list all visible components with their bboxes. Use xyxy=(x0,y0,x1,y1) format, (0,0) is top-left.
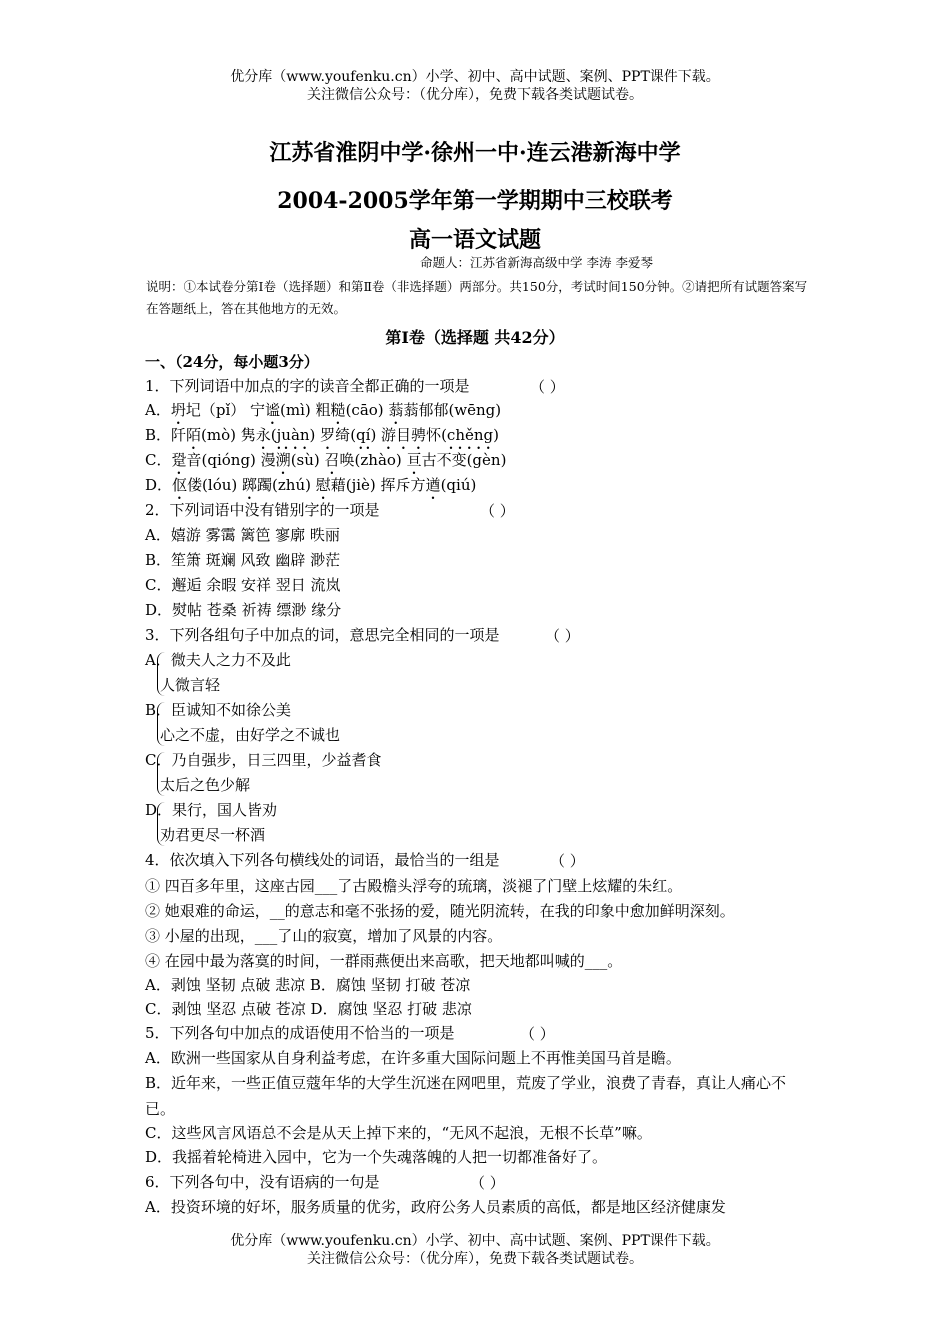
q1-option-d xyxy=(145,475,476,503)
q1-c-dot: 溯 xyxy=(275,451,291,469)
q3-option-d-2: 劝君更尽一杯酒 xyxy=(160,826,266,844)
q1-b-dot: (chěng) xyxy=(441,426,499,444)
q1-b-text: (mò) 隽 xyxy=(201,426,256,444)
q1-c-dot: 跫 xyxy=(171,451,187,469)
q1-option-c xyxy=(145,450,506,478)
q1-option-a xyxy=(145,400,501,428)
q5-option-d: D．我摇着轮椅进入园中，它为一个失魂落魄的人把一切都准备好了。 xyxy=(145,1148,608,1166)
footer-line-1: 优分库（www.youfenku.cn）小学、初中、高中试题、案例、PPT课件下载。 xyxy=(230,1233,720,1249)
footer-line-2: 关注微信公众号：（优分库），免费下载各类试题试卷。 xyxy=(307,1251,643,1267)
q4-stem: 4．依次填入下列各句横线处的词语，最恰当的一组是 xyxy=(145,851,500,869)
part-one-heading: 一、（24分，每小题3分） xyxy=(145,353,319,371)
schools-title: 江苏省淮阴中学·徐州一中·连云港新海中学 xyxy=(269,140,681,166)
q6-answer-paren: （ ） xyxy=(470,1174,505,1192)
q1-a-text: (cāo) xyxy=(345,401,389,419)
q1-b-dot: 陌 xyxy=(186,426,202,444)
q1-d-dot: 慰 xyxy=(315,476,331,494)
q1-a-dot: 坍 xyxy=(170,401,186,419)
q1-a-dot: 谧 xyxy=(265,401,281,419)
page-footer xyxy=(0,1232,950,1268)
q1-d-text: (qiú) xyxy=(440,476,477,494)
q1-b-dot: (qí) 游目骋 xyxy=(350,426,427,444)
q1-c-dot: 召 xyxy=(324,451,340,469)
q5-stem: 5．下列各句中加点的成语使用不恰当的一项是 xyxy=(145,1024,455,1042)
q2-answer-paren: （ ） xyxy=(480,502,515,520)
q4-answer-paren: （ ） xyxy=(550,852,585,870)
q3-option-c-2: 太后之色少解 xyxy=(160,776,251,794)
q5-option-a: A．欧洲一些国家从自身利益考虑，在许多重大国际问题上不再惟美国马首是瞻。 xyxy=(145,1049,681,1067)
q1-b-text: 绮 xyxy=(335,426,351,444)
author-line: 命题人：江苏省新海高级中学 李涛 李爱琴 xyxy=(420,255,653,270)
subject-title: 高一语文试题 xyxy=(408,227,541,253)
q4-options-ab: A．剥蚀 坚韧 点破 悲凉 B．腐蚀 坚韧 打破 苍凉 xyxy=(145,976,471,994)
q4-sentence-4: ④ 在园中最为落寞的时间，一群雨燕便出来高歌，把天地都叫喊的___。 xyxy=(145,952,623,970)
q5-answer-paren: （ ） xyxy=(520,1025,555,1043)
q1-a-dot: 糙 xyxy=(330,401,346,419)
q2-stem: 2．下列词语中没有错别字的一项是 xyxy=(145,501,380,519)
q1-c-text: 音(qióng) 漫 xyxy=(186,451,276,469)
q3-answer-paren: （ ） xyxy=(545,627,580,645)
q6-stem: 6．下列各句中，没有语病的一句是 xyxy=(145,1173,380,1191)
q1-c-dot: 亘 xyxy=(406,451,422,469)
q3-stem: 3．下列各组句子中加点的词，意思完全相同的一项是 xyxy=(145,626,500,644)
q1-b-dot: 永(juàn) 罗 xyxy=(255,426,336,444)
q3-option-a-1: A．微夫人之力不及此 xyxy=(145,651,291,669)
q5-option-b: B．近年来，一些正值豆蔻年华的大学生沉迷在网吧里，荒废了学业，浪费了青春，真让人痛心不已。 xyxy=(145,1074,787,1118)
q4-sentence-2: ② 她艰难的命运，__的意志和毫不张扬的爱，随光阴流转，在我的印象中愈加鲜明深刻。 xyxy=(145,902,735,920)
q1-c-text: 唤(zhào) xyxy=(339,451,407,469)
q1-c-text: 古不变(gèn) xyxy=(421,451,507,469)
q1-option-b xyxy=(145,425,499,453)
header-line-2: 关注微信公众号：（优分库），免费下载各类试题试卷。 xyxy=(307,87,643,103)
q1-a-text: A． xyxy=(145,401,171,419)
q1-a-text: 圮（pǐ） 宁 xyxy=(185,401,266,419)
q3-option-b-1: B．臣诚知不如徐公美 xyxy=(145,701,292,719)
q1-b-text: B．阡 xyxy=(145,426,187,444)
q1-stem xyxy=(145,376,470,396)
q4-sentence-3: ③ 小屋的出现，___了山的寂寞，增加了风景的内容。 xyxy=(145,927,503,945)
q5-option-c: C．这些风言风语总不会是从天上掉下来的，“无风不起浪，无根不长草”嘛。 xyxy=(145,1124,652,1142)
q3-option-b-2: 心之不虚，由好学之不诚也 xyxy=(160,726,341,744)
section-title: 第Ⅰ卷（选择题 共42分） xyxy=(385,328,565,347)
q1-d-text: 躅(zhú) xyxy=(257,476,316,494)
q1-answer-paren: （ ） xyxy=(530,378,565,396)
q1-stem-text: 1．下列词语中加点的字的读音全都正确的一项是 xyxy=(145,377,470,395)
q2-option-a: A．嬉游 雾霭 篱笆 寥廓 昳丽 xyxy=(145,526,340,544)
q1-a-dot: 蓊 xyxy=(388,401,404,419)
q2-option-d: D．熨帖 苍桑 祈祷 缥渺 缘分 xyxy=(145,601,342,619)
q3-option-c-1: C．乃自强步，日三四里，少益耆食 xyxy=(145,751,382,769)
q1-d-text: 偻(lóu) xyxy=(187,476,243,494)
q1-b-text: 怀 xyxy=(426,426,442,444)
header-line-1: 优分库（www.youfenku.cn）小学、初中、高中试题、案例、PPT课件下载。 xyxy=(230,69,720,85)
page-header xyxy=(0,68,950,104)
q1-d-dot: 遒 xyxy=(425,476,441,494)
q1-d-text: D． xyxy=(145,476,173,494)
q6-option-a: A．投资环境的好坏，服务质量的优劣，政府公务人员素质的高低，都是地区经济健康发 xyxy=(145,1198,726,1216)
q1-d-text: 藉(jiè) 挥斥方 xyxy=(330,476,426,494)
q1-d-dot: 踯 xyxy=(242,476,258,494)
q1-c-text: (sù) xyxy=(290,451,325,469)
q1-c-text: C． xyxy=(145,451,172,469)
q3-option-d-1: D．果行，国人皆劝 xyxy=(145,801,278,819)
q1-d-dot: 伛 xyxy=(172,476,188,494)
q1-a-text: 蓊郁郁(wēng) xyxy=(403,401,502,419)
q2-option-c: C．邂逅 余暇 安祥 翌日 流岚 xyxy=(145,576,341,594)
exam-title: 2004-2005学年第一学期期中三校联考 xyxy=(277,188,673,214)
q1-a-text: (mì) 粗 xyxy=(280,401,331,419)
instructions: 说明：①本试卷分第Ⅰ卷（选择题）和第Ⅱ卷（非选择题）两部分。共150分，考试时间150分钟。②请把所有试题答案写在答题纸上，答在其他地方的无效。 xyxy=(146,279,808,316)
q2-option-b: B．笙箫 斑斓 风致 幽辟 渺茫 xyxy=(145,551,341,569)
q4-sentence-1: ① 四百多年里，这座古园___了古殿檐头浮夸的琉璃，淡褪了门壁上炫耀的朱红。 xyxy=(145,877,683,895)
q4-options-cd: C．剥蚀 坚忍 点破 苍凉 D．腐蚀 坚忍 打破 悲凉 xyxy=(145,1000,472,1018)
q3-option-a-2: 人微言轻 xyxy=(160,676,221,694)
